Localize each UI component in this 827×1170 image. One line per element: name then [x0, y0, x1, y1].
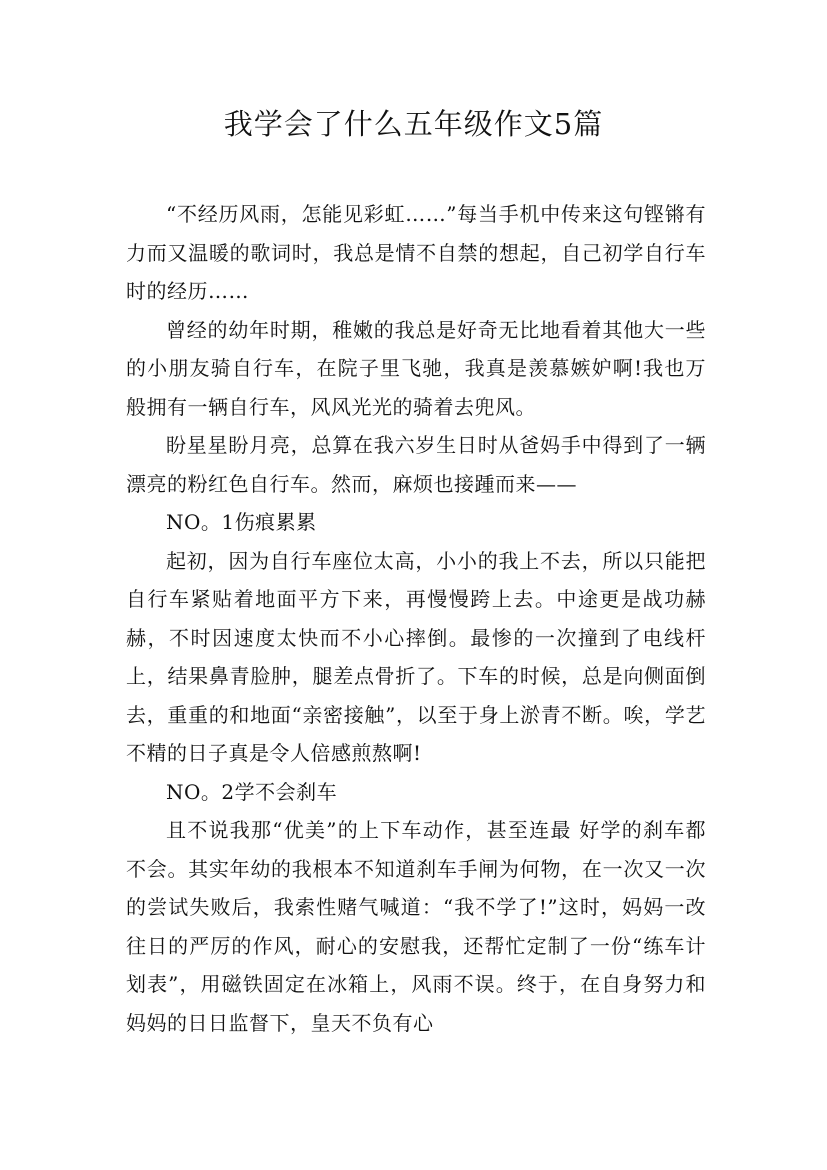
- section-heading-2: NO。2学不会刹车: [166, 779, 338, 804]
- document-title: 我学会了什么五年级作文5篇: [223, 107, 604, 141]
- paragraph-brakes: 且不说我那“优美”的上下车动作，甚至连最 好学的刹车都不会。其实年幼的我根本不知道刹车手闸为何物，在一次又一次的尝试失败后，我索性赌气喊道：“我不学了!”这时，妈妈一改往日的严厉的作风，耐心的安慰我，还帮忙定制了一份“练车计划表”，用磁铁固定在冰箱上，风雨不误。终于，在自身努力和妈妈的日日监督下，皇天不负有心: [126, 818, 706, 1035]
- paragraph-injuries: 起初，因为自行车座位太高，小小的我上不去，所以只能把自行车紧贴着地面平方下来，再慢慢跨上去。中途更是战功赫赫，不时因速度太快而不小心摔倒。最惨的一次撞到了电线杆上，结果鼻青脸肿，腿差点骨折了。下车的时候，总是向侧面倒去，重重的和地面“亲密接触”，以至于身上淤青不断。唉，学艺不精的日子真是令人倍感煎熬啊!: [126, 548, 706, 765]
- paragraph-gift: 盼星星盼月亮，总算在我六岁生日时从爸妈手中得到了一辆漂亮的粉红色自行车。然而，麻烦也接踵而来——: [126, 433, 706, 496]
- document-body: [126, 195, 706, 1042]
- paragraph-intro: “不经历风雨，怎能见彩虹……”每当手机中传来这句铿锵有力而又温暖的歌词时，我总是情不自禁的想起，自己初学自行车时的经历……: [126, 202, 706, 303]
- section-heading-1: NO。1伤痕累累: [166, 510, 317, 534]
- paragraph-childhood: 曾经的幼年时期，稚嫩的我总是好奇无比地看着其他大一些的小朋友骑自行车，在院子里飞驰，我真是羡慕嫉妒啊!我也万般拥有一辆自行车，风风光光的骑着去兜风。: [126, 317, 706, 419]
